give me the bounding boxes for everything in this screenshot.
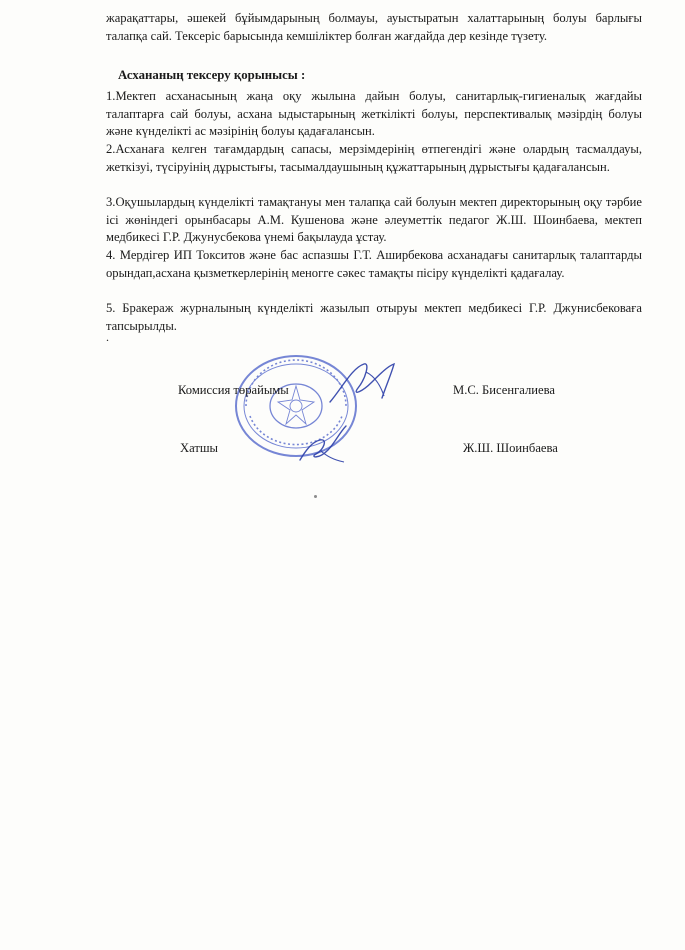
list-item-4: 4. Мердігер ИП Токситов және бас аспазшы Г.Т. Аширбекова асханадағы санитарлық талаптарды орындап,асхана қызметкерлерінің меногге сәкес тамақты пісіру күнделікті қадағалау. — [106, 248, 642, 280]
secretary-label: Хатшы — [180, 441, 219, 455]
secretary-name: Ж.Ш. Шоинбаева — [463, 441, 558, 455]
chair-label: Комиссия төрайымы — [178, 383, 289, 397]
list-item-1: 1.Мектеп асханасының жаңа оқу жылына дайын болуы, санитарлық-гигиеналық жағдайы талаптарға сай болуы, асхана ыдыстарының жеткілікті болуы, перспективалық мәзірдің болуы және күнделікті ас мәзірінің болуы қадағалансын. — [106, 89, 642, 139]
chair-signature-icon — [322, 358, 402, 410]
list-item-2: 2.Асханаға келген тағамдардың сапасы, мерзімдерінің өтпегендігі және олардың тасмалдауы, жеткізуі, түсіруінің дұрыстығы, тасымалдаушының құжаттарының дұрыстығы қадағалансын. — [106, 142, 642, 174]
section-heading: Асхананың тексеру қорынысы : — [118, 68, 306, 82]
chair-name: М.С. Бисенгалиева — [453, 383, 555, 397]
separator-mark: . — [106, 330, 109, 344]
intro-paragraph: жарақаттары, әшекей бұйымдарының болмауы, ауыстыратын халаттарының болуы барлығы талапқа сай. Тексеріс барысында кемшіліктер болған жағдайда дер кезінде түзету. — [106, 11, 642, 43]
list-item-3: 3.Оқушылардың күнделікті тамақтануы мен талапқа сай болуын мектеп директорының оқу тәрбие ісі жөніндегі орынбасары А.М. Кушенова және әлеуметтік педагог Ж.Ш. Шоинбаева, мектеп медбикесі Г.Р. Джунусбекова үнемі бақылауда ұстау. — [106, 195, 642, 245]
scan-speck — [314, 495, 317, 498]
secretary-signature-icon — [290, 420, 356, 468]
list-item-5: 5. Бракераж журналының күнделікті жазылып отыруы мектеп медбикесі Г.Р. Джунисбековаға тапсырылды. — [106, 301, 642, 333]
